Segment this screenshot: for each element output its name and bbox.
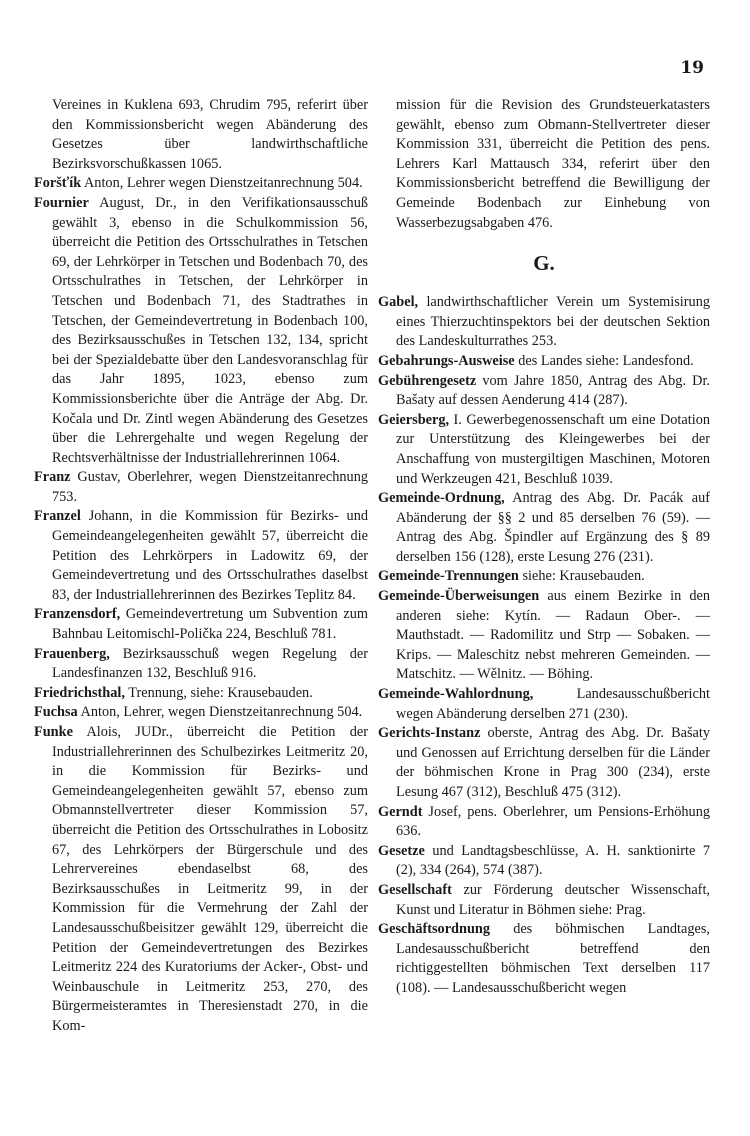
index-entry [378, 411, 710, 489]
entry-headword: Gemeinde-Trennungen [378, 568, 519, 585]
index-entry [378, 803, 710, 842]
entry-text: Gustav, Oberlehrer, wegen Dienstzeitanrechnung 753. [52, 469, 368, 505]
entry-headword: Gemeinde-Wahlordnung, [378, 686, 534, 703]
left-column [34, 96, 368, 1037]
continuation-text: mission für die Revision des Grundsteuerkatasters gewählt, ebenso zum Obmann-Stellvertreter dieser Kommission 331, überreicht die Petition des pens. Lehrers Karl Mattausch 334, referirt über den Kommissionsbericht betreffend die Bewilligung der Gemeinde Bodenbach zur Einhebung von Wasserbezugsabgaben 476. [396, 97, 710, 231]
entry-headword: Fournier [34, 194, 89, 211]
entry-headword: Gesellschaft [378, 881, 452, 898]
entry-headword: Gesetze [378, 842, 425, 859]
page-number: 19 [680, 58, 704, 78]
entry-text: oberste, Antrag des Abg. Dr. Bašaty und Genossen auf Errichtung derselben für die Länder der böhmischen Krone in Prag 300 (234), erste Lesung 467 (312), Beschluß 475 (312). [396, 725, 711, 800]
index-entry [378, 293, 710, 352]
index-entry [378, 724, 710, 802]
entry-text: landwirthschaftlicher Verein um Systemisirung eines Thierzuchtinspektors bei der deutschen Sektion des Landeskulturrathes 253. [396, 294, 710, 350]
entry-headword: Friedrichsthal, [34, 684, 125, 701]
index-entry [34, 703, 368, 723]
index-entry [34, 194, 368, 468]
entry-headword: Gabel, [378, 294, 419, 311]
index-entry [378, 372, 710, 411]
entry-text: siehe: Krausebauden. [522, 568, 645, 585]
index-entry [378, 920, 710, 998]
entry-headword: Gemeinde-Überweisungen [378, 588, 540, 605]
entry-text: des Landes siehe: Landesfond. [518, 352, 694, 369]
entry-text: Johann, in die Kommission für Bezirks- und Gemeindeangelegenheiten gewählt 57, überreicht die Petition des Lehrkörpers in Ladowitz 69, der Gemeindevertretung und des Ortsschulrathes daselbst 83, der Industriallehrerinnen des Bezirkes Teplitz 84. [52, 508, 368, 603]
index-entry [34, 468, 368, 507]
index-entry [34, 174, 368, 194]
index-entry [378, 352, 710, 372]
entry-headword: Gerndt [378, 803, 423, 820]
entry-text: vom Jahre 1850, Antrag des Abg. Dr. Bašaty auf dessen Aenderung 414 (287). [396, 372, 711, 409]
index-entry [378, 685, 710, 724]
index-entry [378, 489, 710, 567]
entry-headword: Franz [34, 469, 71, 486]
entry-text: Anton, Lehrer, wegen Dienstzeitanrechnung 504. [80, 704, 363, 721]
entry-headword: Funke [34, 724, 73, 740]
continuation-text: Vereines in Kuklena 693, Chrudim 795, referirt über den Kommissionsbericht wegen Abänderung des Gesetzes über landwirthschaftliche Bezirksvorschußkassen 1065. [52, 97, 368, 172]
index-entry [378, 881, 710, 920]
entry-headword: Gemeinde-Ordnung, [378, 490, 505, 507]
entry-text: Alois, JUDr., überreicht die Petition der Industriallehrerinnen des Schulbezirkes Leitmeritz 20, in die Kommission für Bezirks- und Gemeindeangelegenheiten gewählt 57, ebenso zum Obmannstellvertreter dieser Kommission 57, überreicht die Petition des Ortsschulrathes in Lobositz 67, des Lehrkörpers der Bürgerschule und des Lehrervereines ebendaselbst 68, des Bezirksausschußes in Leitmeritz 99, in der Kommission für die Vermehrung der Zahl der Landesausschußbeisitzer gewählt 129, überreicht die Petition der Gemeindevertretungen des Bezirkes Leitmeritz 224 des Kuratoriums der Acker-, Obst- und Weinbauschule in Leitmeritz 253, 270, des Bürgermeisteramtes in Theresienstadt 270, in die Kom- [52, 724, 368, 1034]
index-entry [378, 842, 710, 881]
index-entry [34, 507, 368, 605]
entry-text: August, Dr., in den Verifikationsausschuß gewählt 3, ebenso in die Schulkommission 56, überreicht die Petition des Ortsschulrathes in Tetschen 69, der Lehrkörper in Tetschen und Bodenbach 70, des Ortsschulrathes in Tetschen, der Lehrkörper in Tetschen und Bodenbach 71, des Stadtrathes in Tetschen, der Gemeindevertretung in Bodenbach 100, des Bezirksausschußes in Tetschen 132, 134, spricht bei der Spezialdebatte über den Landesvoranschlag für das Jahr 1895, 1023, ebenso zum Kommissionsberichte über die Anträge der Abg. Dr. Kočala und Dr. Zintl wegen Abänderung des Gesetzes über die Lehrergehalte und wegen Regelung der Rechtsverhältnisse der Industriallehrerinnen 1064. [52, 194, 368, 466]
entry-headword: Gebahrungs-Ausweise [378, 352, 515, 369]
section-letter: G. [533, 251, 555, 276]
entry-headword: Franzel [34, 508, 81, 525]
index-entry [34, 723, 368, 1037]
entry-headword: Frauenberg, [34, 645, 110, 662]
entry-headword: Foršťík [34, 175, 82, 192]
entry-text: Gemeindevertretung um Subvention zum Bahnbau Leitomischl-Polička 224, Beschluß 781. [52, 606, 368, 643]
entry-text: I. Gewerbegenossenschaft um eine Dotation zur Unterstützung des Kleingewerbes bei der Anschaffung von mustergiltigen Maschinen, Motoren und Werkzeugen 421, Beschluß 1039. [396, 411, 710, 487]
entry-text: Josef, pens. Oberlehrer, um Pensions-Erhöhung 636. [396, 803, 710, 840]
index-entry [34, 605, 368, 644]
index-entry [34, 645, 368, 684]
entry-headword: Geiersberg, [378, 411, 450, 428]
entry-headword: Geschäftsordnung [378, 921, 491, 938]
entry-text: zur Förderung deutscher Wissenschaft, Kunst und Literatur in Böhmen siehe: Prag. [396, 881, 710, 918]
entry-headword: Franzensdorf, [34, 606, 121, 623]
entry-text: und Landtagsbeschlüsse, A. H. sanktionirte 7 (2), 334 (264), 574 (387). [396, 842, 710, 879]
entry-text: Bezirksausschuß wegen Regelung der Landesfinanzen 132, Beschluß 916. [52, 645, 369, 682]
entry-text: Antrag des Abg. Dr. Pacák auf Abänderung der §§ 2 und 85 derselben 76 (59). — Antrag des Abg. Špindler auf Ergänzung des § 89 derselben 156 (128), erste Lesung 276 (231). [396, 490, 710, 565]
entry-headword: Gerichts-Instanz [378, 725, 481, 742]
index-entry [34, 684, 368, 704]
index-entry [378, 567, 710, 587]
entry-text: Trennung, siehe: Krausebauden. [128, 684, 313, 701]
right-column [378, 96, 710, 999]
entry-text: aus einem Bezirke in den anderen siehe: Kytín. — Radaun Ober-. — Mauthstadt. — Radomilitz und Strp — Sobaken. — Krips. — Maleschitz nebst mehreren Gemeinden. — Matschitz. — Wělnitz. — Böhing. [396, 588, 710, 683]
entry-text: Anton, Lehrer wegen Dienstzeitanrechnung 504. [83, 175, 363, 192]
entry-text: Landesausschußbericht wegen Abänderung derselben 271 (230). [396, 686, 710, 722]
entry-text: des böhmischen Landtages, Landesausschußbericht betreffend den richtiggestellten böhmischen Text derselben 117 (108). — Landesausschußbericht wegen [396, 921, 710, 996]
entry-headword: Gebührengesetz [378, 372, 477, 389]
entry-headword: Fuchsa [34, 704, 78, 721]
index-entry [378, 587, 710, 685]
